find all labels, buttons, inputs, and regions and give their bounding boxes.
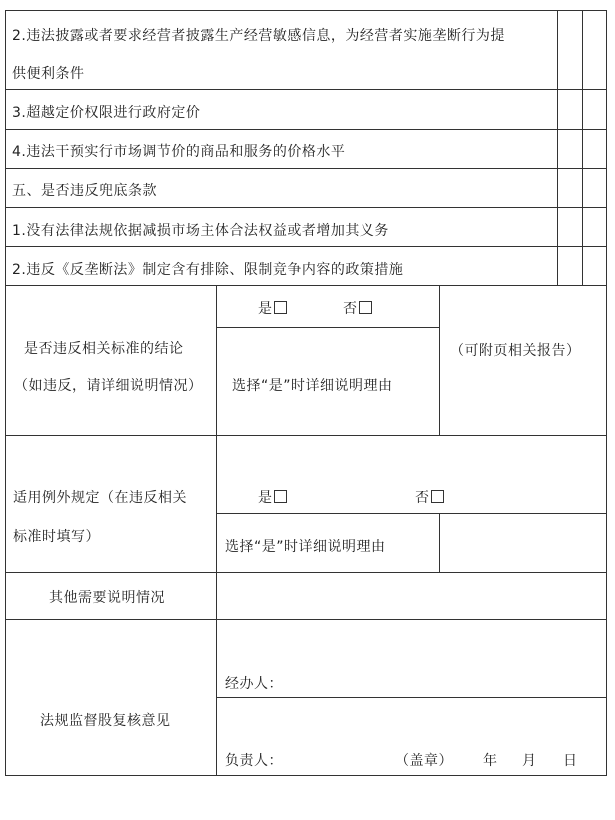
row-text: 2.违法披露或者要求经营者披露生产经营敏感信息，为经营者实施垄断行为提 — [12, 28, 505, 44]
option-label: 是 — [258, 490, 273, 506]
grid-line — [439, 285, 440, 435]
check-cell[interactable] — [558, 11, 582, 89]
option-label: 否 — [415, 490, 430, 506]
grid-line — [5, 285, 607, 286]
grid-line — [5, 129, 607, 130]
grid-line — [5, 619, 607, 620]
exception-no-option[interactable] — [415, 489, 444, 507]
exception-label: 适用例外规定（在违反相关 — [13, 490, 187, 506]
handler-label: 经办人： — [225, 676, 283, 692]
day-label: 日 — [563, 753, 578, 769]
year-label: 年 — [483, 753, 498, 769]
row-text: 3.超越定价权限进行政府定价 — [12, 105, 201, 121]
conclusion-yes-option[interactable] — [258, 300, 287, 318]
grid-line — [216, 697, 607, 698]
exception-yes-option[interactable] — [258, 489, 287, 507]
checkbox-icon[interactable] — [431, 490, 444, 503]
other-label: 其他需要说明情况 — [49, 590, 165, 606]
row-text: 1.没有法律法规依据减损市场主体合法权益或者增加其义务 — [12, 223, 389, 239]
conclusion-label-note: （如违反，请详细说明情况） — [14, 378, 203, 394]
month-label: 月 — [522, 753, 537, 769]
row-text: 2.违反《反垄断法》制定含有排除、限制竞争内容的政策措施 — [12, 262, 404, 278]
grid-line — [5, 10, 6, 776]
grid-line — [5, 246, 607, 247]
checkbox-icon[interactable] — [274, 490, 287, 503]
exception-label-note: 标准时填写） — [13, 529, 100, 545]
option-label: 是 — [258, 301, 273, 317]
conclusion-detail: 选择“是”时详细说明理由 — [232, 378, 393, 394]
grid-line — [5, 435, 607, 436]
checkbox-icon[interactable] — [359, 301, 372, 314]
grid-line — [5, 207, 607, 208]
grid-line — [606, 10, 607, 776]
section-heading: 五、是否违反兜底条款 — [12, 183, 157, 199]
grid-line — [5, 89, 607, 90]
row-text: 供便利条件 — [12, 66, 85, 82]
row-text: 4.违法干预实行市场调节价的商品和服务的价格水平 — [12, 144, 346, 160]
option-label: 否 — [343, 301, 358, 317]
grid-line — [5, 168, 607, 169]
check-cell[interactable] — [583, 11, 606, 89]
checkbox-icon[interactable] — [274, 301, 287, 314]
grid-line — [216, 285, 217, 775]
conclusion-label: 是否违反相关标准的结论 — [24, 341, 184, 357]
responsible-label: 负责人： — [225, 753, 283, 769]
review-label: 法规监督股复核意见 — [40, 713, 171, 729]
grid-line — [5, 775, 607, 776]
grid-line — [216, 327, 440, 328]
grid-line — [5, 10, 607, 11]
conclusion-no-option[interactable] — [343, 300, 372, 318]
other-input-cell[interactable] — [217, 573, 606, 619]
exception-detail: 选择“是”时详细说明理由 — [225, 539, 386, 555]
seal-label: （盖章） — [395, 753, 453, 769]
grid-line — [216, 513, 607, 514]
grid-line — [439, 513, 440, 573]
attach-note: （可附页相关报告） — [450, 343, 581, 359]
